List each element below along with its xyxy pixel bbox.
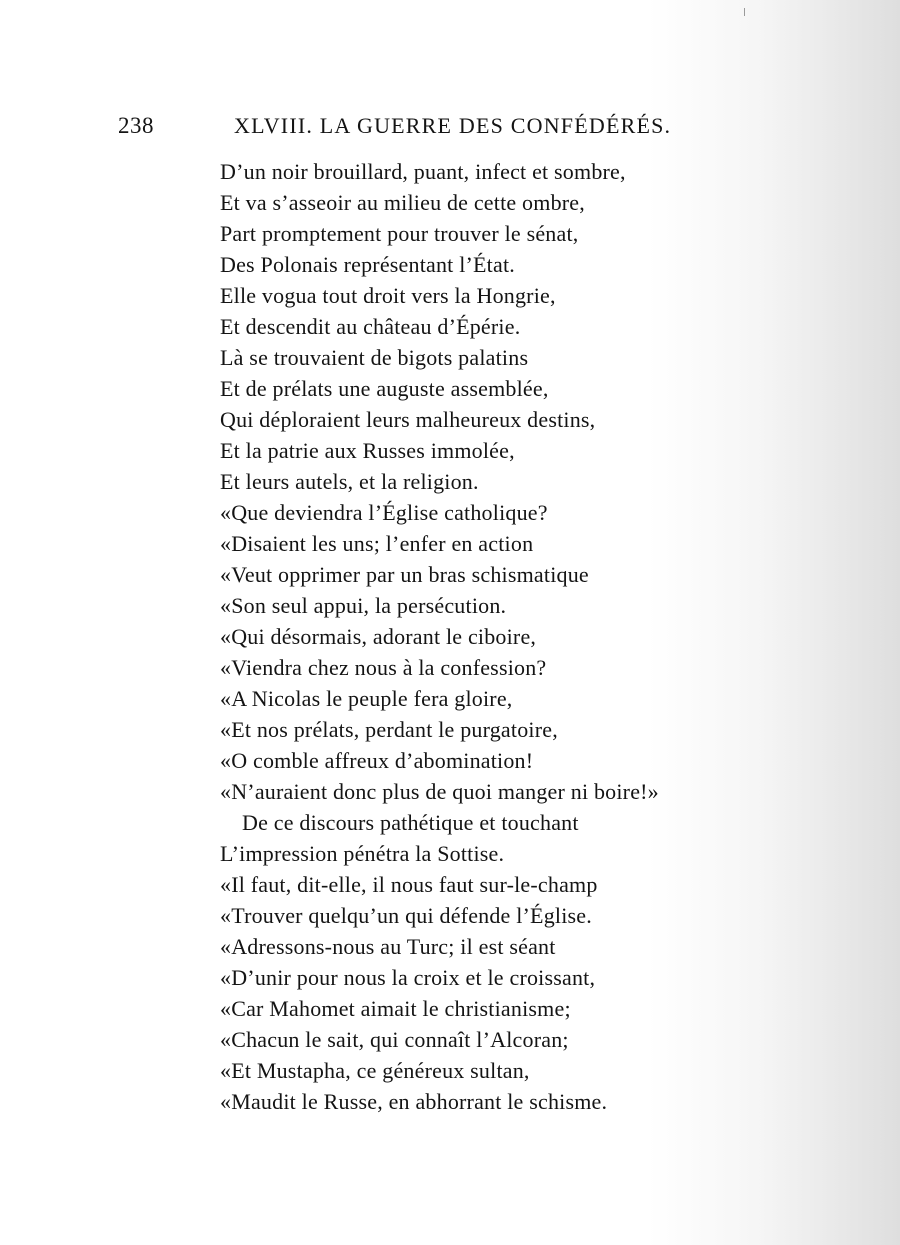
- verse-line: «O comble affreux d’abomination!: [220, 748, 534, 773]
- verse-line: «Trouver quelqu’un qui défende l’Église.: [220, 903, 592, 928]
- verse-line: «Il faut, dit-elle, il nous faut sur-le-champ: [220, 872, 598, 897]
- verse-line: Et la patrie aux Russes immolée,: [220, 438, 515, 463]
- verse-line: Des Polonais représentant l’État.: [220, 252, 515, 277]
- verse-line: «Et nos prélats, perdant le purgatoire,: [220, 717, 558, 742]
- page-number: 238: [118, 113, 154, 138]
- poem-text: [220, 156, 740, 1117]
- verse-line: Et va s’asseoir au milieu de cette ombre,: [220, 190, 585, 215]
- verse-line: «Car Mahomet aimait le christianisme;: [220, 996, 571, 1021]
- verse-line: Et descendit au château d’Épérie.: [220, 314, 521, 339]
- verse-line: «D’unir pour nous la croix et le croissant,: [220, 965, 596, 990]
- verse-line: D’un noir brouillard, puant, infect et sombre,: [220, 159, 626, 184]
- verse-line: «Viendra chez nous à la confession?: [220, 655, 547, 680]
- verse-line: «Disaient les uns; l’enfer en action: [220, 531, 534, 556]
- verse-line: «Que deviendra l’Église catholique?: [220, 500, 548, 525]
- verse-line: «N’auraient donc plus de quoi manger ni boire!»: [220, 779, 659, 804]
- running-head: XLVIII. LA GUERRE DES CONFÉDÉRÉS.: [234, 113, 672, 138]
- verse-line: «Adressons-nous au Turc; il est séant: [220, 934, 556, 959]
- verse-line: «Maudit le Russe, en abhorrant le schisme.: [220, 1089, 608, 1114]
- verse-line: Elle vogua tout droit vers la Hongrie,: [220, 283, 556, 308]
- verse-line: Qui déploraient leurs malheureux destins,: [220, 407, 596, 432]
- verse-line: «Et Mustapha, ce généreux sultan,: [220, 1058, 530, 1083]
- verse-line: De ce discours pathétique et touchant: [242, 810, 579, 835]
- verse-line: L’impression pénétra la Sottise.: [220, 841, 505, 866]
- page-header: [118, 113, 698, 147]
- verse-line: «Chacun le sait, qui connaît l’Alcoran;: [220, 1027, 569, 1052]
- verse-line: Et de prélats une auguste assemblée,: [220, 376, 549, 401]
- verse-line: Part promptement pour trouver le sénat,: [220, 221, 579, 246]
- page-edge-mark: [744, 8, 745, 16]
- verse-line: «Qui désormais, adorant le ciboire,: [220, 624, 537, 649]
- verse-line: «Son seul appui, la persécution.: [220, 593, 507, 618]
- verse-line: Et leurs autels, et la religion.: [220, 469, 479, 494]
- verse-line: Là se trouvaient de bigots palatins: [220, 345, 529, 370]
- verse-line: «A Nicolas le peuple fera gloire,: [220, 686, 513, 711]
- verse-line: «Veut opprimer par un bras schismatique: [220, 562, 589, 587]
